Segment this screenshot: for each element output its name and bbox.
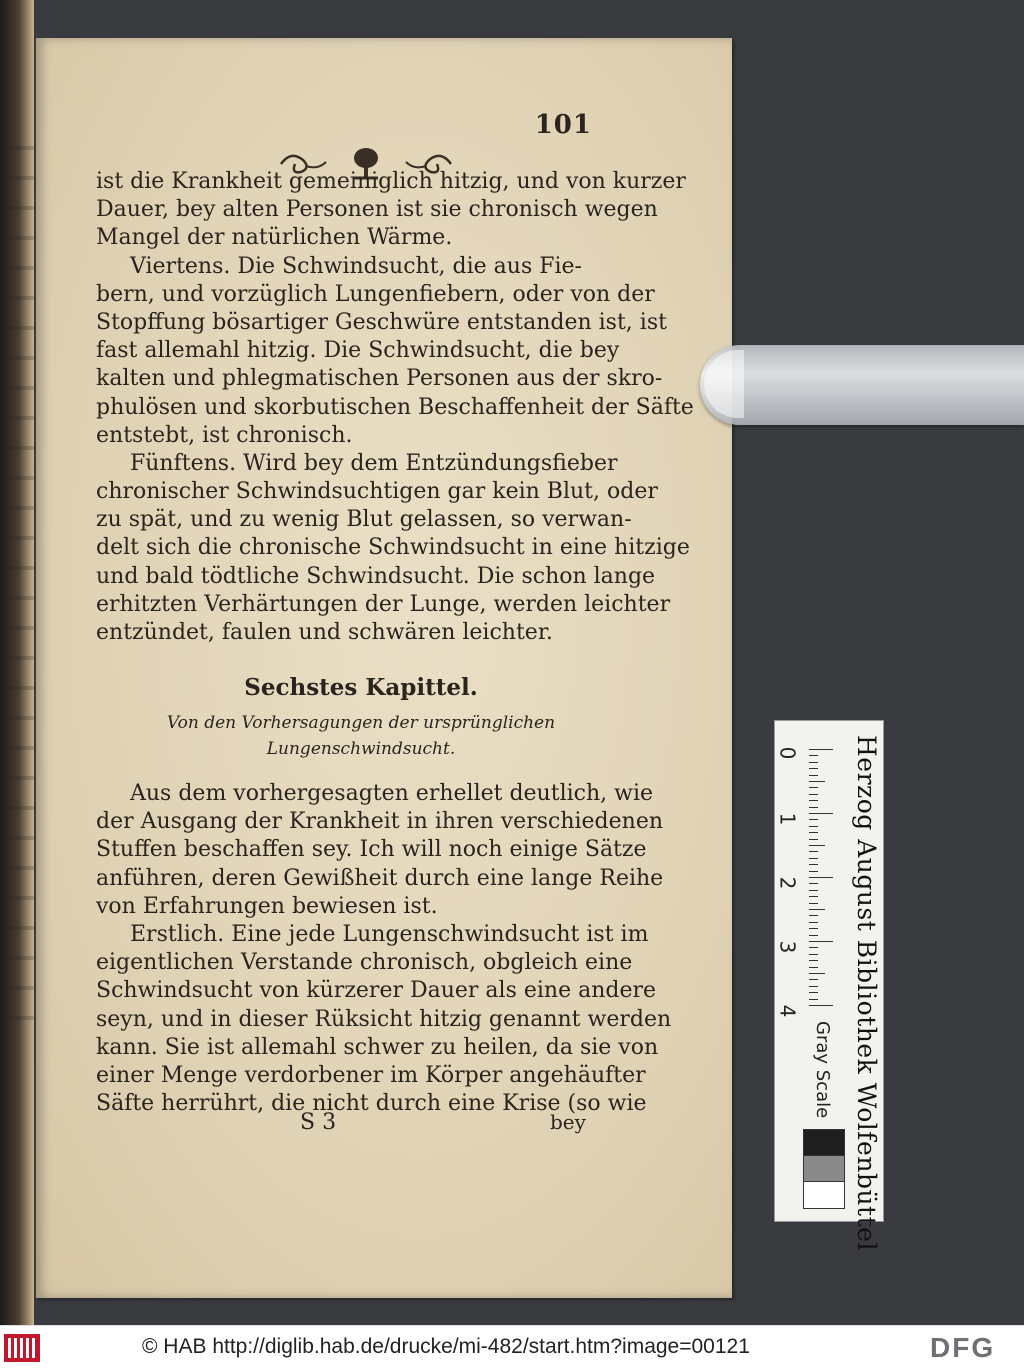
ruler-tick [809,794,818,795]
ruler-tick [809,749,833,750]
ruler-tick [809,768,818,769]
ruler-tick [809,915,818,916]
text-line: zu spät, und zu wenig Blut gelassen, so verwan- [96,507,632,533]
ruler-tick [809,819,818,820]
catchword: bey [550,1110,586,1134]
text-line: von Erfahrungen bewiesen ist. [96,893,438,919]
text-line: Schwindsucht von kürzerer Dauer als eine andere [96,978,657,1004]
ruler-tick [809,922,818,923]
ruler-number: 0 [775,746,800,760]
gray-swatch [803,1181,845,1209]
ruler-tick [809,858,818,859]
ruler-tick [809,851,818,852]
text-line: Stopffung bösartiger Geschwüre entstanden ist, ist [96,309,667,335]
text-line: delt sich die chronische Schwindsucht in eine hitzige [96,535,690,561]
ruler-tick [809,890,818,891]
ruler-tick [809,909,825,910]
text-line: Stuffen beschaffen sey. Ich will noch einige Sätze [96,837,647,863]
text-line: phulösen und skorbutischen Beschaffenheit der Säfte [96,394,694,420]
text-line: Viertens. Die Schwindsucht, die aus Fie- [130,253,582,279]
ruler-tick [809,941,833,942]
ruler-number: 4 [775,1004,800,1018]
institution-name: Herzog August Bibliothek Wolfenbüttel [852,735,881,1251]
text-line: kalten und phlegmatischen Personen aus der skro- [96,366,663,392]
text-line: Dauer, bey alten Personen ist sie chronisch wegen [96,197,658,223]
ruler-tick [809,992,818,993]
ruler-tick [809,762,818,763]
ruler-number: 1 [775,812,800,826]
body-text-block-1 [96,168,694,647]
ruler-tick [809,954,818,955]
page-number: 101 [534,110,592,140]
ruler-tick [809,807,818,808]
ruler-tick [809,871,818,872]
text-line: chronischer Schwindsuchtigen gar kein Blut, oder [96,479,658,505]
text-line: kann. Sie ist allemahl schwer zu heilen, da sie von [96,1034,659,1060]
text-line: Erstlich. Eine jede Lungenschwindsucht ist im [130,921,649,947]
ruler-tick [809,947,818,948]
text-line: bern, und vorzüglich Lungenfiebern, oder von der [96,281,655,307]
text-line: fast allemahl hitzig. Die Schwindsucht, die bey [96,338,620,364]
text-line: erhitzten Verhärtungen der Lunge, werden leichter [96,591,671,617]
ruler-tick [809,775,818,776]
ruler-tick [809,781,825,782]
ruler-tick [809,755,818,756]
ruler-tick [809,986,818,987]
gray-swatch [803,1129,845,1157]
ruler-tick [809,877,833,878]
ruler-tick [809,960,818,961]
hab-logo-icon [4,1334,40,1362]
ruler-tick [809,967,818,968]
gray-scale-label: Gray Scale [812,1021,833,1119]
ruler-tick [809,845,825,846]
signature-mark: S 3 [300,1110,337,1135]
body-text-block-2 [96,780,672,1118]
footer-bar [0,1325,1024,1371]
text-line: Fünftens. Wird bey dem Entzündungsfieber [130,450,618,476]
ruler-tick [809,928,818,929]
ruler-number: 2 [775,876,800,890]
text-line: entstebt, ist chronisch. [96,422,353,448]
ruler-tick [809,935,818,936]
ruler-tick [809,1005,833,1006]
text-line: Aus dem vorhergesagten erhellet deutlich, wie [130,781,654,806]
ruler-tick [809,999,818,1000]
text-line: ist die Krankheit gemeiniglich hitzig, und von kurzer [96,169,686,194]
ruler-tick [809,787,818,788]
text-line: seyn, und in dieser Rüksicht hitzig genannt werden [96,1006,672,1032]
ruler-tick [809,864,818,865]
book-page [36,38,732,1298]
ruler-tick [809,800,818,801]
text-line: entzündet, faulen und schwären leichter. [96,620,553,645]
text-line: Säfte herrührt, die nicht durch eine Krise (so wie [96,1091,647,1117]
chapter-subtitle: Von den Vorhersagungen der ursprünglichen [166,713,556,733]
ruler-tick [809,883,818,884]
copyright-link[interactable]: © HAB http://diglib.hab.de/drucke/mi-482/start.htm?image=00121 [142,1335,750,1358]
ruler-number: 3 [775,940,800,954]
ruler-tick [809,826,818,827]
gray-scale-target [774,720,884,1251]
ruler-tick [809,903,818,904]
text-line: Mangel der natürlichen Wärme. [96,225,453,251]
text-line: einer Menge verdorbener im Körper angehäufter [96,1062,646,1088]
ruler-tick [809,813,833,814]
left-page-text-fragment [0,120,34,1020]
ruler-tick [809,839,818,840]
gray-swatch [803,1155,845,1183]
chapter-subtitle: Lungenschwindsucht. [266,739,456,759]
text-line: anführen, deren Gewißheit durch eine lange Reihe [96,865,664,891]
text-line: der Ausgang der Krankheit in ihren verschiedenen [96,809,664,835]
ruler-tick [809,896,818,897]
ruler-tick [809,979,818,980]
ruler-tick [809,832,818,833]
dfg-logo: DFG [930,1332,996,1363]
chapter-title: Sechstes Kapittel. [244,674,478,701]
text-line: und bald tödtliche Schwindsucht. Die schon lange [96,563,656,589]
ruler-tick [809,973,825,974]
page-clip [700,345,1024,425]
text-line: eigentlichen Verstande chronisch, obgleich eine [96,950,633,976]
